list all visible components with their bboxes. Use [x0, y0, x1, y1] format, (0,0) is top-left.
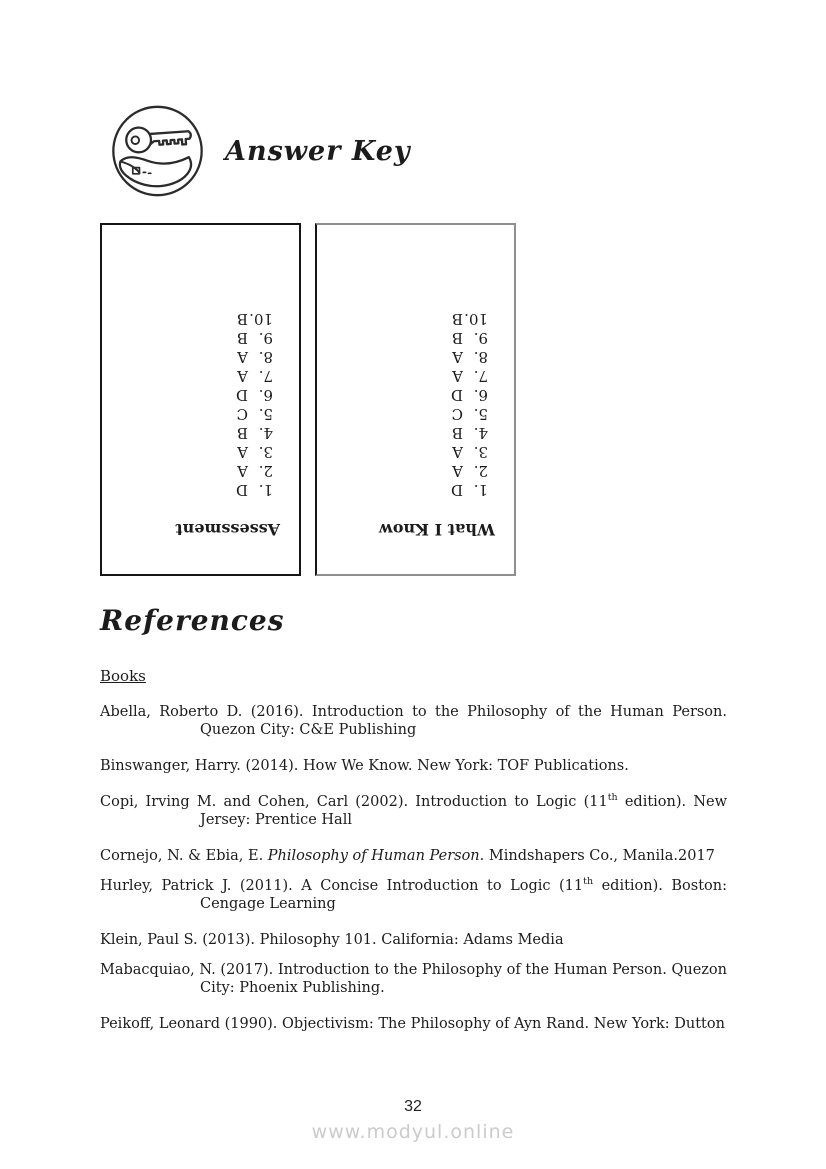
answer-box-title: Assessment: [175, 520, 280, 539]
answer-key-title: Answer Key: [225, 136, 411, 167]
answer-line: 10.B: [236, 310, 273, 328]
reference-entry: [100, 847, 727, 865]
page-number: 32: [404, 1098, 422, 1115]
reference-entry: [100, 877, 727, 913]
reference-line: Abella, Roberto D. (2016). Introduction to the Philosophy of the Human Person.: [100, 704, 727, 720]
answer-line: 4.B: [451, 424, 488, 442]
reference-entry: [100, 793, 727, 829]
answer-list: [317, 309, 514, 499]
reference-line: Peikoff, Leonard (1990). Objectivism: The Philosophy of Ayn Rand. New York: Dutton: [100, 1016, 725, 1032]
answer-line: 3.A: [237, 443, 273, 461]
answer-line: 9.B: [451, 329, 488, 347]
answer-line: 4.B: [236, 424, 273, 442]
reference-line: Cornejo, N. & Ebia, E. Philosophy of Human Person. Mindshapers Co., Manila.2017: [100, 848, 715, 864]
answer-line: 7.A: [237, 367, 273, 385]
reference-line: Mabacquiao, N. (2017). Introduction to the Philosophy of the Human Person. Quezon: [100, 962, 727, 978]
answer-line: 1.D: [450, 481, 488, 499]
answer-list: [102, 309, 299, 499]
reference-line: City: Phoenix Publishing.: [200, 980, 385, 996]
reference-line: Hurley, Patrick J. (2011). A Concise Introduction to Logic (11th edition). Boston:: [100, 876, 727, 894]
key-in-hand-icon: [110, 103, 205, 199]
reference-line: Jersey: Prentice Hall: [200, 812, 352, 828]
answer-box-title: What I Know: [379, 520, 495, 539]
references-list: [100, 703, 727, 1051]
reference-entry: [100, 703, 727, 739]
references-heading: References: [100, 604, 285, 637]
answer-line: 2.A: [452, 462, 488, 480]
answer-line: 5.C: [451, 405, 488, 423]
reference-line: Copi, Irving M. and Cohen, Carl (2002). Introduction to Logic (11th edition). New: [100, 792, 727, 810]
answer-line: 6.D: [450, 386, 488, 404]
reference-line: Quezon City: C&E Publishing: [200, 722, 417, 738]
reference-entry: [100, 1015, 727, 1033]
answer-line: 7.A: [452, 367, 488, 385]
answer-line: 10.B: [451, 310, 488, 328]
answer-line: 8.A: [452, 348, 488, 366]
answer-box-what-i-know: [315, 223, 516, 576]
answer-line: 9.B: [236, 329, 273, 347]
reference-entry: [100, 961, 727, 997]
books-subheading: Books: [100, 667, 146, 685]
answer-box-assessment: [100, 223, 301, 576]
reference-line: Cengage Learning: [200, 896, 336, 912]
reference-line: Binswanger, Harry. (2014). How We Know. New York: TOF Publications.: [100, 758, 629, 774]
answer-line: 5.C: [236, 405, 273, 423]
reference-entry: [100, 757, 727, 775]
answer-line: 2.A: [237, 462, 273, 480]
answer-line: 8.A: [237, 348, 273, 366]
reference-line: Klein, Paul S. (2013). Philosophy 101. California: Adams Media: [100, 932, 564, 948]
reference-entry: [100, 931, 727, 949]
watermark: www.modyul.online: [311, 1121, 515, 1143]
answer-line: 3.A: [452, 443, 488, 461]
answer-line: 1.D: [235, 481, 273, 499]
answer-line: 6.D: [235, 386, 273, 404]
